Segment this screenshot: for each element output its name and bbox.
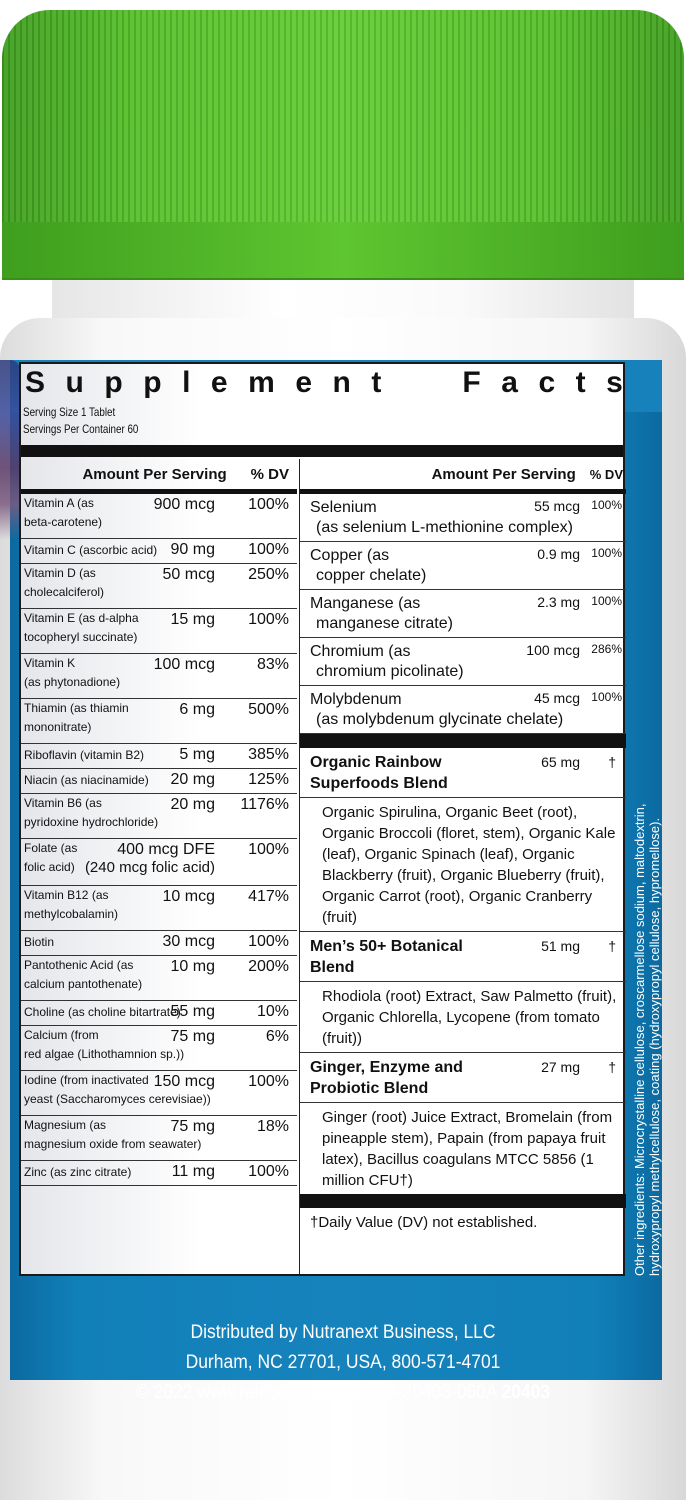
nutrient-dv: 200% xyxy=(248,958,289,975)
title-letter: e xyxy=(210,366,228,399)
nutrient-amount xyxy=(154,496,215,514)
nutrient-row xyxy=(21,654,297,699)
nutrient-dv: 100% xyxy=(248,933,289,950)
nutrient-row xyxy=(21,1071,297,1116)
nutrient-label: Vitamin D (as xyxy=(24,566,96,580)
amount-value: 10 mcg xyxy=(162,888,215,905)
product-code: 20403 xyxy=(501,1382,551,1403)
nutrient-row xyxy=(300,590,626,638)
title-letter: l xyxy=(182,366,191,399)
other-ingredients-line-1: Other ingredients: Microcrystalline cellulose, croscarmellose sodium, maltodextrin, xyxy=(632,803,647,1276)
nutrient-source: cholecalciferol) xyxy=(24,585,105,599)
nutrient-dv: 250% xyxy=(248,566,289,583)
nutrient-dv: 1176% xyxy=(240,796,289,813)
blend-name: Organic Rainbow Superfoods Blend xyxy=(310,754,448,792)
title-letter: p xyxy=(104,366,123,399)
title-letter xyxy=(402,366,442,400)
header-amount: Amount Per Serving xyxy=(431,465,576,483)
nutrient-label: Choline (as choline bitartrate) xyxy=(24,1005,181,1019)
left-column-header xyxy=(21,459,297,494)
nutrient-row xyxy=(21,839,297,886)
amount-note: (240 mcg folic acid) xyxy=(84,859,215,876)
nutrient-dv: 100% xyxy=(248,611,289,628)
nutrient-amount xyxy=(179,746,215,764)
nutrient-source: copper chelate) xyxy=(316,567,427,584)
title-letter: p xyxy=(143,366,162,399)
divider-bar xyxy=(300,1194,626,1208)
nutrient-amount xyxy=(163,888,215,906)
serving-info xyxy=(23,404,138,438)
blend-name: Men’s 50+ Botanical Blend xyxy=(310,938,463,976)
title-letter: a xyxy=(501,366,518,399)
nutrient-row xyxy=(21,564,297,609)
distributor-line-2: Durham, NC 27701, USA, 800-571-4701 xyxy=(185,1352,501,1373)
nutrient-amount: 55 mcg xyxy=(534,498,580,514)
nutrient-row xyxy=(21,539,297,564)
title-letter: F xyxy=(462,366,481,399)
nutrient-dv: 100% xyxy=(248,496,289,513)
nutrient-source: chromium picolinate) xyxy=(316,663,464,680)
amount-value: 15 mg xyxy=(170,611,215,628)
title-letter: m xyxy=(248,366,275,399)
nutrient-label: Thiamin (as thiamin xyxy=(24,701,129,715)
blend-amount: 27 mg xyxy=(541,1059,580,1075)
amount-value: 6 mg xyxy=(179,701,215,718)
nutrient-amount xyxy=(171,611,215,629)
distributor-line-1: Distributed by Nutranext Business, LLC xyxy=(190,1322,496,1343)
title-letter: e xyxy=(295,366,313,399)
nutrient-amount xyxy=(171,1118,215,1136)
nutrient-dv: 100% xyxy=(248,1163,289,1180)
nutrient-label: Selenium xyxy=(310,499,377,516)
nutrient-row xyxy=(21,886,297,931)
nutrient-label: Biotin xyxy=(24,935,55,949)
nutrient-amount xyxy=(171,1028,215,1046)
nutrient-dv: 385% xyxy=(248,746,289,763)
bottle-neck xyxy=(52,280,634,320)
nutrient-source: (as selenium L-methionine complex) xyxy=(316,519,573,536)
nutrient-label: Vitamin B6 (as xyxy=(24,796,102,810)
nutrient-source: folic acid) xyxy=(24,860,75,874)
amount-value: 11 mg xyxy=(171,1163,215,1180)
serving-size: Serving Size 1 Tablet xyxy=(23,405,116,419)
nutrient-source: red algae (Lithothamnion sp.)) xyxy=(24,1047,185,1061)
blend-header xyxy=(300,748,626,798)
nutrient-dv: 10% xyxy=(256,1003,289,1020)
supplement-facts-title xyxy=(25,366,623,400)
nutrient-label: Magnesium (as xyxy=(24,1118,107,1132)
amount-value: 900 mcg xyxy=(153,496,215,513)
nutrient-row xyxy=(21,494,297,539)
nutrient-dv: 100% xyxy=(591,594,622,608)
supplement-facts-panel xyxy=(19,362,625,1276)
amount-value: 55 mg xyxy=(170,1003,215,1020)
blend-amount: 65 mg xyxy=(541,754,580,770)
berry-image xyxy=(0,360,20,540)
nutrient-source: yeast (Saccharomyces cerevisiae)) xyxy=(24,1092,211,1106)
nutrient-row xyxy=(300,638,626,686)
nutrient-source: methylcobalamin) xyxy=(24,907,119,921)
nutrient-row xyxy=(300,686,626,734)
nutrient-source: beta-carotene) xyxy=(24,515,103,529)
title-letter: t xyxy=(371,366,382,399)
nutrient-amount xyxy=(163,566,215,584)
blend-header xyxy=(300,1053,626,1103)
blend-dv: † xyxy=(608,1059,616,1075)
nutrient-source: calcium pantothenate) xyxy=(24,977,143,991)
nutrient-label: Folate (as xyxy=(24,841,78,855)
title-letter: u xyxy=(65,366,84,399)
nutrient-dv: 417% xyxy=(248,888,289,905)
nutrient-row xyxy=(21,1161,297,1186)
title-letter: S xyxy=(25,366,46,399)
header-amount: Amount Per Serving xyxy=(82,465,227,483)
divider-bar xyxy=(300,734,626,748)
nutrient-label: Vitamin A (as xyxy=(24,496,94,510)
nutrient-row xyxy=(300,542,626,590)
nutrient-amount xyxy=(85,841,215,877)
nutrient-row xyxy=(21,744,297,769)
nutrient-source: (as phytonadione) xyxy=(24,675,121,689)
nutrient-row xyxy=(21,1116,297,1161)
nutrient-amount: 100 mcg xyxy=(526,642,580,658)
nutrient-name xyxy=(21,1026,297,1070)
amount-value: 10 mg xyxy=(170,958,215,975)
nutrient-dv: 6% xyxy=(265,1028,289,1045)
facts-right-column xyxy=(299,459,626,1274)
amount-value: 100 mcg xyxy=(153,656,215,673)
right-column-header xyxy=(300,459,626,494)
nutrient-label: Vitamin B12 (as xyxy=(24,888,109,902)
dv-footnote: †Daily Value (DV) not established. xyxy=(310,1214,538,1231)
nutrient-amount xyxy=(171,541,215,559)
servings-per-container: Servings Per Container 60 xyxy=(23,422,139,436)
blend-amount: 51 mg xyxy=(541,938,580,954)
title-letter: t xyxy=(575,366,586,399)
amount-value: 75 mg xyxy=(170,1118,215,1135)
nutrient-row xyxy=(21,699,297,744)
nutrient-amount xyxy=(171,796,215,814)
nutrient-row xyxy=(21,769,297,794)
blend-list xyxy=(300,748,626,1194)
nutrient-source: manganese citrate) xyxy=(316,615,453,632)
blend-ingredients: Organic Spirulina, Organic Beet (root), Organic Broccoli (floret, stem), Organic Kale (leaf), Organic Spinach (leaf), Organic Blackberry (fruit), Organic Blueberry (fruit), Organic Carrot (root), Organic Cranberry (fruit) xyxy=(300,798,626,932)
amount-value: 75 mg xyxy=(170,1028,215,1045)
title-letter: n xyxy=(332,366,351,399)
other-ingredients xyxy=(632,376,662,1276)
distributor-line-3 xyxy=(27,1378,658,1408)
nutrient-amount: 45 mcg xyxy=(534,690,580,706)
nutrient-label: Niacin (as niacinamide) xyxy=(24,773,149,787)
nutrient-dv: 125% xyxy=(248,771,289,788)
blend-header xyxy=(300,932,626,982)
facts-left-column xyxy=(21,459,297,1186)
nutrient-dv: 18% xyxy=(256,1118,289,1135)
nutrient-label: Riboflavin (vitamin B2) xyxy=(24,748,145,762)
distributor-info xyxy=(0,1318,686,1408)
nutrient-dv: 500% xyxy=(248,701,289,718)
nutrient-amount: 0.9 mg xyxy=(537,546,580,562)
nutrient-row xyxy=(21,1026,297,1071)
amount-value: 20 mg xyxy=(170,771,215,788)
nutrient-label: Chromium (as xyxy=(310,643,411,660)
other-ingredients-line-2: hydroxypropyl methylcellulose, coating (hydroxypropyl cellulose, hypromellose). xyxy=(647,817,662,1276)
nutrient-dv: 83% xyxy=(256,656,289,673)
blend-ingredients: Ginger (root) Juice Extract, Bromelain (from pineapple stem), Papain (from papaya fruit latex), Bacillus coagulans MTCC 5856 (1 million CFU†) xyxy=(322,1109,613,1189)
nutrient-source: (as molybdenum glycinate chelate) xyxy=(316,711,564,728)
blend-dv: † xyxy=(608,938,616,954)
nutrient-amount xyxy=(154,1073,215,1091)
header-dv: % DV xyxy=(589,466,623,482)
nutrient-amount xyxy=(171,958,215,976)
amount-value: 90 mg xyxy=(170,541,215,558)
nutrient-row xyxy=(21,956,297,1001)
nutrient-source: mononitrate) xyxy=(24,720,92,734)
divider-bar xyxy=(21,445,623,457)
nutrient-source: magnesium oxide from seawater) xyxy=(24,1137,202,1151)
nutrient-label: Molybdenum xyxy=(310,691,402,708)
nutrient-label: Vitamin C (ascorbic acid) xyxy=(24,543,158,557)
nutrient-label: Vitamin E (as d-alpha xyxy=(24,611,139,625)
nutrient-label: Iodine (from inactivated xyxy=(24,1073,149,1087)
left-nutrient-list xyxy=(21,494,297,1186)
nutrient-label: Vitamin K xyxy=(24,656,76,670)
blend-name: Ginger, Enzyme and Probiotic Blend xyxy=(310,1059,463,1097)
nutrient-label: Copper (as xyxy=(310,547,390,564)
nutrient-source: pyridoxine hydrochloride) xyxy=(24,815,159,829)
copyright-text: © 2022 www.rainbowlight.com LB-20403-060A xyxy=(135,1382,497,1403)
title-letter: c xyxy=(538,366,556,399)
blend-dv: † xyxy=(608,754,616,770)
nutrient-row xyxy=(300,494,626,542)
amount-value: 50 mcg xyxy=(162,566,215,583)
nutrient-row xyxy=(21,931,297,956)
amount-value: 5 mg xyxy=(179,746,215,763)
blend-ingredients: Rhodiola (root) Extract, Saw Palmetto (fruit), Organic Chlorella, Lycopene (from tomato (fruit)) xyxy=(300,982,626,1053)
amount-value: 30 mcg xyxy=(162,933,215,950)
nutrient-amount xyxy=(179,701,215,719)
nutrient-row xyxy=(21,794,297,839)
nutrient-dv: 286% xyxy=(591,642,622,656)
nutrient-amount xyxy=(172,1163,215,1181)
title-letter: s xyxy=(606,366,623,399)
nutrient-dv: 100% xyxy=(591,498,622,512)
nutrient-amount xyxy=(171,771,215,789)
nutrient-amount: 2.3 mg xyxy=(537,594,580,610)
nutrient-row xyxy=(21,1001,297,1026)
bottle-cap-band xyxy=(2,222,684,280)
amount-value: 400 mcg DFE xyxy=(117,841,215,858)
nutrient-row xyxy=(21,609,297,654)
nutrient-name xyxy=(21,1116,297,1160)
nutrient-dv: 100% xyxy=(248,541,289,558)
nutrient-name xyxy=(21,1001,297,1025)
nutrient-dv: 100% xyxy=(591,690,622,704)
nutrient-amount xyxy=(154,656,215,674)
nutrient-dv: 100% xyxy=(248,1073,289,1090)
nutrient-dv: 100% xyxy=(591,546,622,560)
nutrient-label: Zinc (as zinc citrate) xyxy=(24,1165,132,1179)
nutrient-source: tocopheryl succinate) xyxy=(24,630,138,644)
nutrient-amount xyxy=(171,1003,215,1021)
header-dv: % DV xyxy=(250,465,289,483)
nutrient-label: Pantothenic Acid (as xyxy=(24,958,134,972)
right-nutrient-list xyxy=(300,494,626,734)
amount-value: 20 mg xyxy=(170,796,215,813)
amount-value: 150 mcg xyxy=(153,1073,215,1090)
nutrient-amount xyxy=(163,933,215,951)
nutrient-label: Calcium (from xyxy=(24,1028,99,1042)
nutrient-label: Manganese (as xyxy=(310,595,421,612)
nutrient-dv: 100% xyxy=(248,841,289,858)
